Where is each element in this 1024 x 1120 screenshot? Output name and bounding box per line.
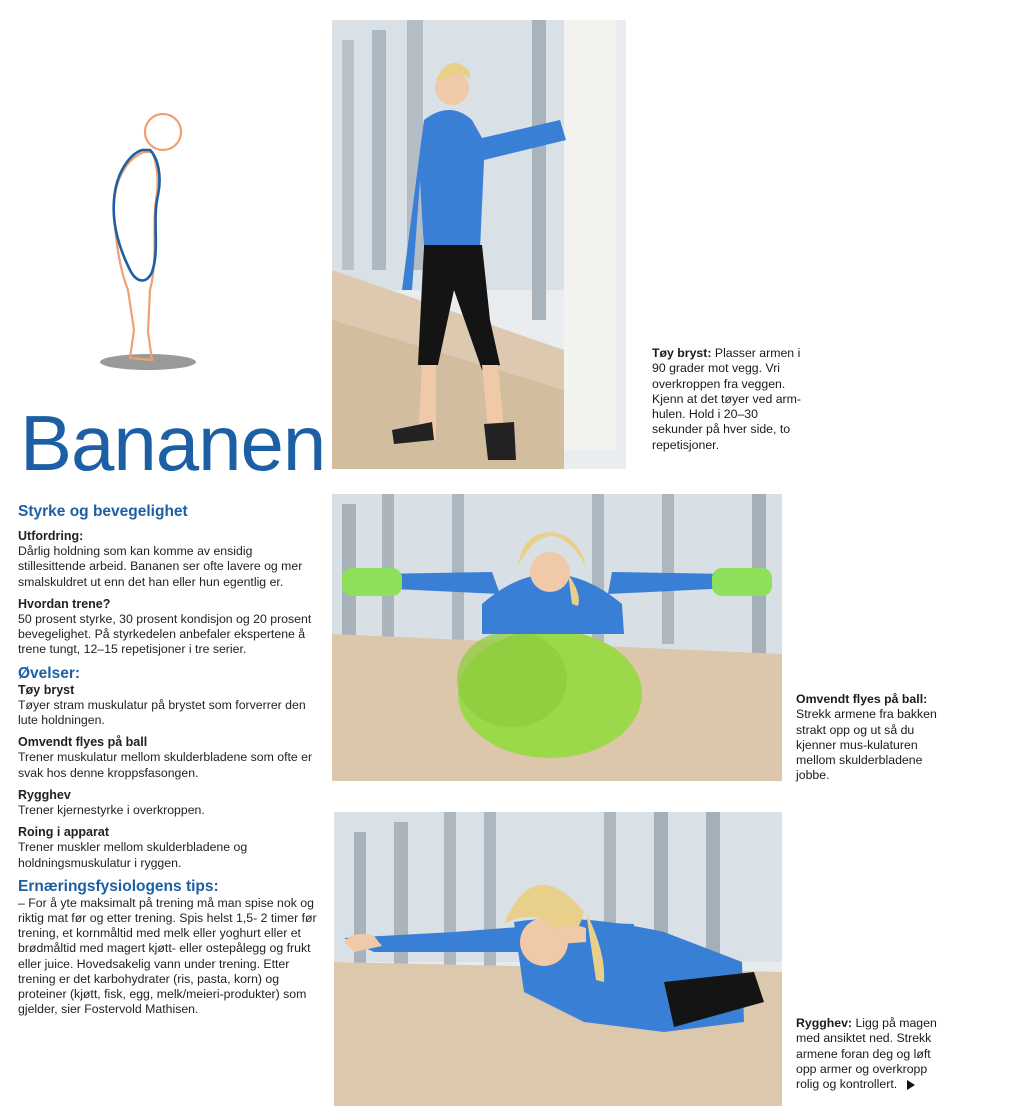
photo-back-extension	[334, 812, 782, 1106]
exercise-name: Roing i apparat	[18, 825, 109, 840]
exercise-description: Trener kjernestyrke i overkroppen.	[18, 803, 205, 818]
caption-reverse-fly	[796, 692, 946, 784]
photo-chest-stretch	[332, 20, 626, 469]
banana-posture-illustration	[90, 100, 220, 390]
exercise-item	[18, 683, 318, 729]
exercise-name: Omvendt flyes på ball	[18, 735, 148, 750]
figure-shadow	[100, 354, 196, 370]
challenge-block	[18, 529, 318, 590]
exercise-name: Rygghev	[18, 787, 71, 802]
exercises-heading: Øvelser:	[18, 664, 81, 682]
photo-reverse-fly-on-ball	[332, 494, 782, 781]
exercise-description: Tøyer stram muskulatur på brystet som forverrer den lute holdningen.	[18, 697, 306, 728]
training-block	[18, 597, 318, 658]
caption-text: Strekk armene fra bakken strakt opp og ut så du kjenner mus-kulaturen mellom skulderbladene jobbe.	[796, 707, 937, 783]
caption-text: Plasser armen i 90 grader mot vegg. Vri overkroppen fra veggen. Kjenn at det tøyer ved arm-hulen. Hold i 20–30 sekunder på hver side, to repetisjoner.	[652, 346, 801, 452]
exercise-item	[18, 735, 318, 781]
page-title: Bananen	[20, 399, 326, 487]
exercise-item	[18, 788, 318, 818]
training-text: 50 prosent styrke, 30 prosent kondisjon og 20 prosent bevegelighet. På styrkedelen anbefaler ekspertene å trene tungt, 12–15 repetisjoner i tre serier.	[18, 612, 312, 657]
caption-text: Ligg på magen med ansiktet ned. Strekk armene foran deg og løft opp armer og overkropp rolig og kontrollert.	[796, 1016, 937, 1092]
caption-back-extension	[796, 1016, 941, 1092]
caption-title: Omvendt flyes på ball:	[796, 692, 928, 706]
challenge-heading: Utfordring:	[18, 529, 84, 543]
caption-title: Tøy bryst:	[652, 346, 712, 360]
nutrition-text: – For å yte maksimalt på trening må man spise nok og riktig mat før og etter trening. Spis helst 1,5- 2 timer før trening, et kornmåltid med melk eller yoghurt eller et brødmåltid med magert kjøtt- eller ostepålegg og frukt eller juice. Hovedsakelig vann under trening. Etter trening er det karbohydrater (ris, pasta, korn) og proteiner (kjøtt, fisk, egg, melk/meieri-produkter) som gjelder, sier Fostervold Mathisen.	[18, 895, 317, 1017]
article-text-column	[18, 502, 318, 1017]
continue-arrow-icon	[907, 1080, 915, 1090]
exercise-description: Trener muskler mellom skulderbladene og holdningsmuskulatur i ryggen.	[18, 840, 248, 870]
challenge-text: Dårlig holdning som kan komme av ensidig stillesittende arbeid. Bananen ser ofte lavere og mer smalskuldret ut enn det han eller hun egentlig er.	[18, 544, 303, 589]
exercise-description: Trener muskulatur mellom skulderbladene som ofte er svak hos denne kroppsfasongen.	[18, 750, 313, 780]
caption-title: Rygghev:	[796, 1016, 853, 1030]
exercise-name: Tøy bryst	[18, 682, 75, 697]
nutrition-heading: Ernæringsfysiologens tips:	[18, 877, 219, 895]
section-title: Styrke og bevegelighet	[18, 503, 188, 520]
training-heading: Hvordan trene?	[18, 596, 111, 611]
caption-chest-stretch	[652, 346, 802, 453]
exercise-item	[18, 825, 318, 871]
